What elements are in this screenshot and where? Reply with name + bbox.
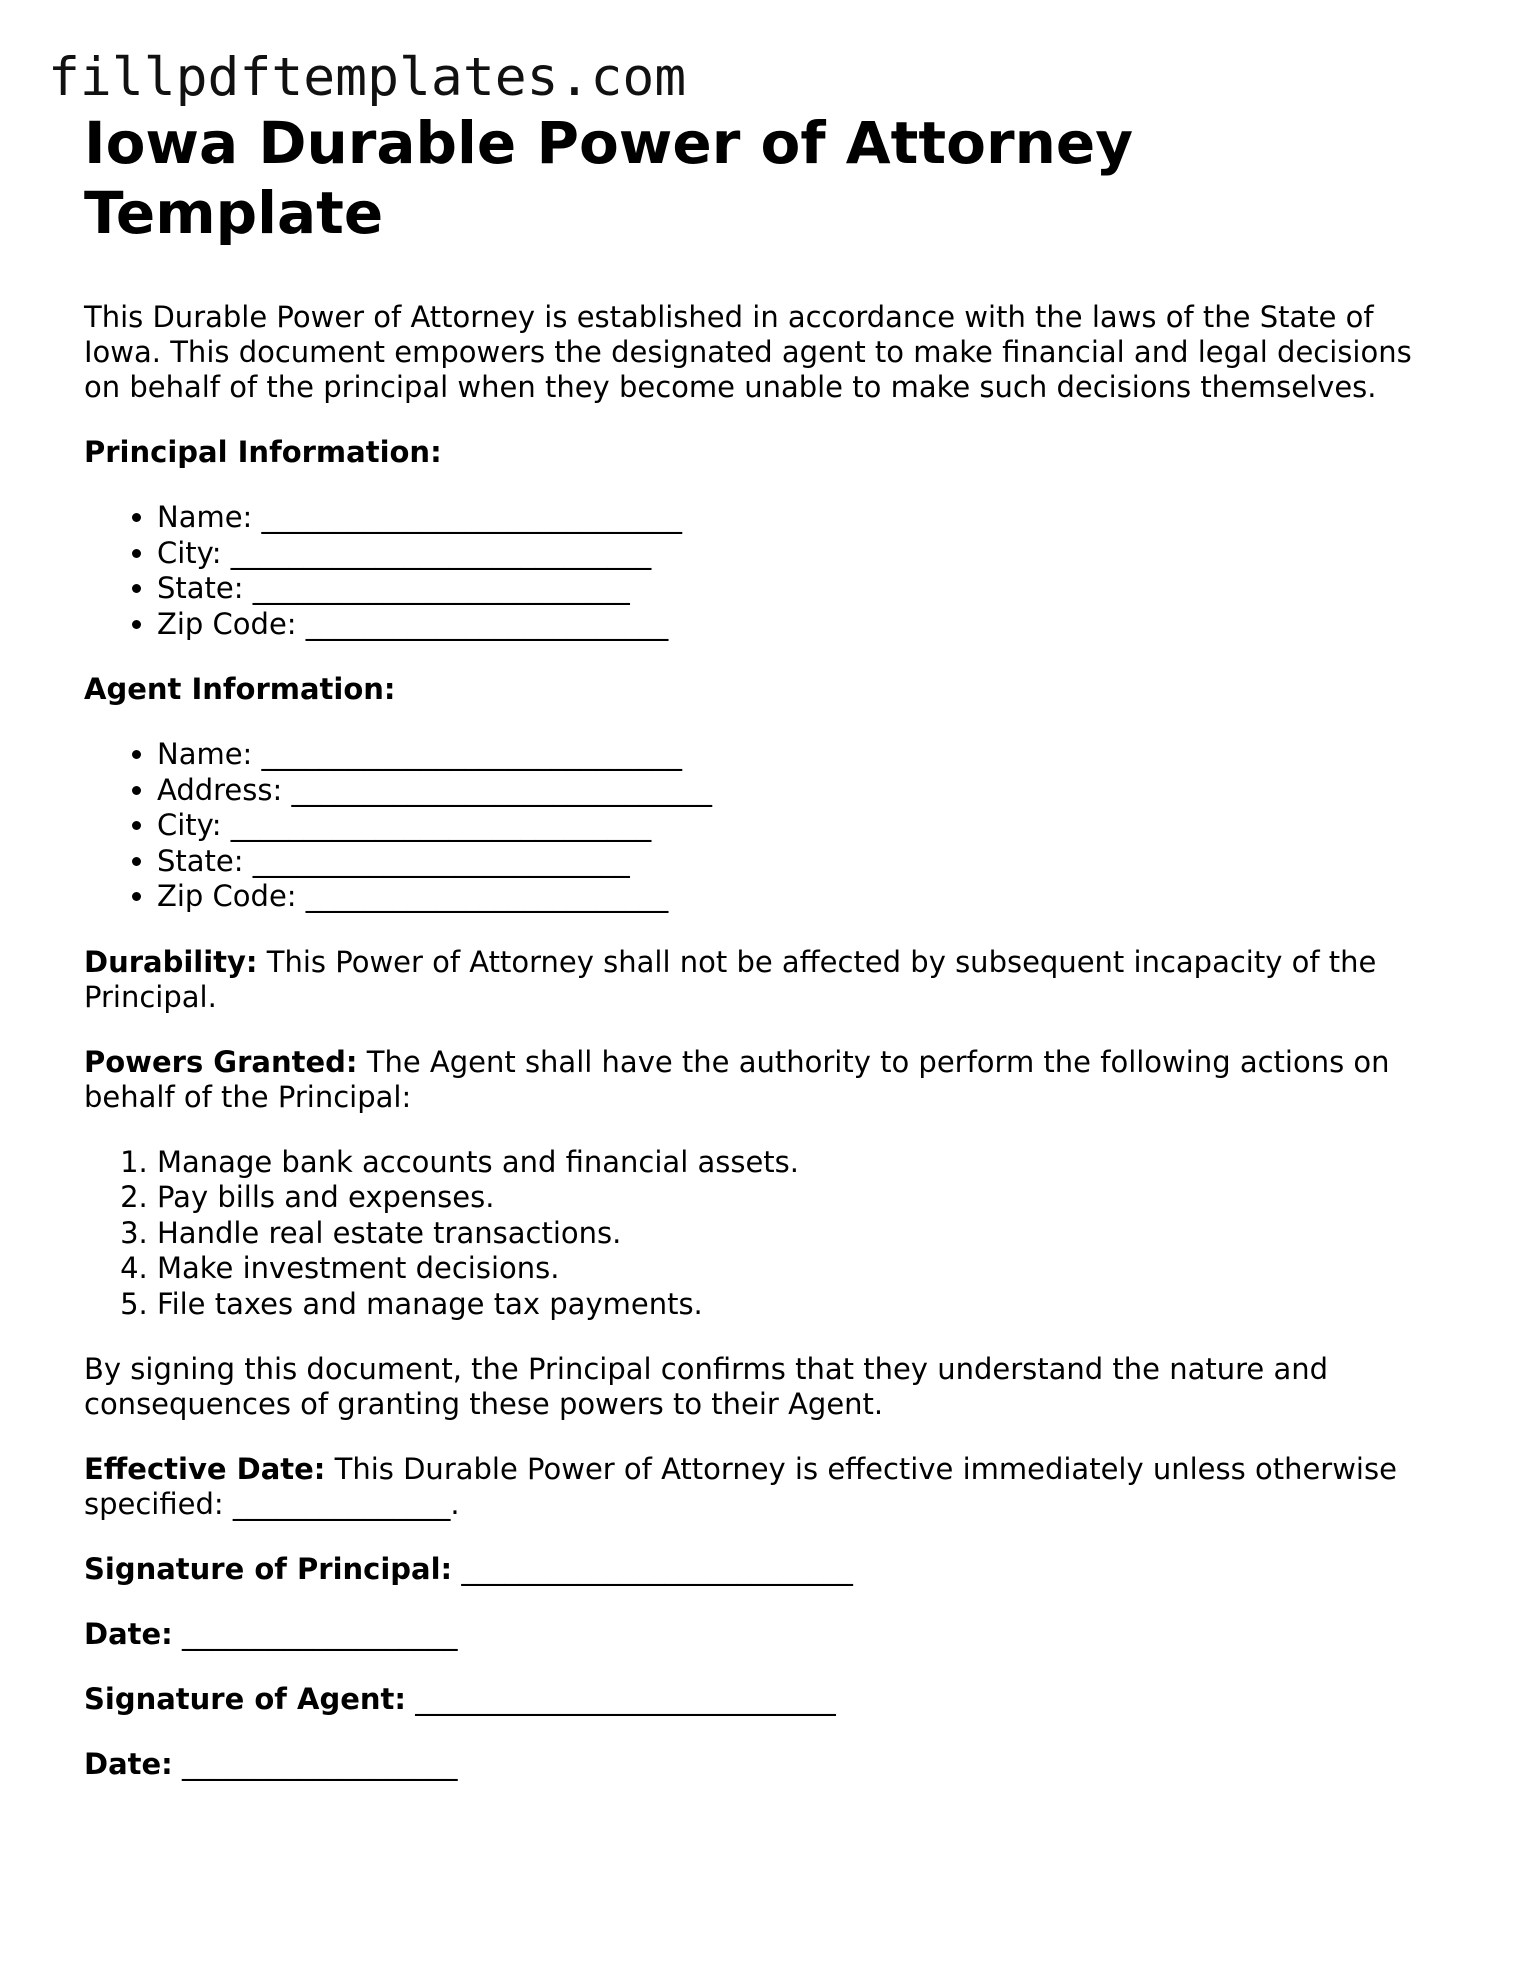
- agent-date-line: [84, 1747, 1444, 1782]
- powers-paragraph: [84, 1045, 1444, 1115]
- power-item: 1. Manage bank accounts and financial assets.: [157, 1145, 1444, 1181]
- principal-heading: Principal Information:: [84, 435, 442, 469]
- effective-date-paragraph: [84, 1452, 1444, 1522]
- document-title: Iowa Durable Power of Attorney Template: [84, 109, 1134, 247]
- effective-date-label: Effective Date:: [84, 1452, 326, 1486]
- confirmation-paragraph: By signing this document, the Principal confirms that they understand the nature and consequences of granting these powers to their Agent.: [84, 1352, 1328, 1421]
- agent-address-field: • Address: _____________________________: [157, 773, 1444, 809]
- agent-signature-label: Signature of Agent:: [84, 1682, 406, 1716]
- agent-signature-blank: _____________________________: [406, 1682, 836, 1716]
- power-item: 4. Make investment decisions.: [157, 1251, 1444, 1287]
- powers-list: [84, 1145, 1444, 1323]
- principal-name-field: • Name: _____________________________: [157, 500, 1444, 536]
- principal-fields-list: [84, 500, 1444, 642]
- principal-signature-blank: ___________________________: [452, 1552, 853, 1586]
- agent-date-blank: ___________________: [172, 1747, 458, 1781]
- intro-paragraph: This Durable Power of Attorney is established in accordance with the laws of the State of Iowa. This document empowers the designated agent to make financial and legal decisions on behalf of the principal when they become unable to make such decisions themselves.: [84, 300, 1412, 404]
- powers-label: Powers Granted:: [84, 1044, 358, 1079]
- power-item: 5. File taxes and manage tax payments.: [157, 1287, 1444, 1323]
- principal-date-line: [84, 1617, 1444, 1652]
- durability-paragraph: [84, 945, 1444, 1015]
- agent-state-field: • State: __________________________: [157, 844, 1444, 880]
- principal-date-label: Date:: [84, 1617, 173, 1651]
- principal-zip-field: • Zip Code: _________________________: [157, 607, 1444, 643]
- agent-heading: Agent Information:: [84, 672, 396, 706]
- durability-text: This Power of Attorney shall not be affected by subsequent incapacity of the Principal.: [84, 944, 1377, 1014]
- principal-city-field: • City: _____________________________: [157, 536, 1444, 572]
- principal-signature-line: [84, 1552, 1444, 1587]
- powers-text: The Agent shall have the authority to perform the following actions on behalf of the Principal:: [84, 1044, 1390, 1114]
- agent-zip-field: • Zip Code: _________________________: [157, 879, 1444, 915]
- principal-state-field: • State: __________________________: [157, 571, 1444, 607]
- effective-date-text: This Durable Power of Attorney is effective immediately unless otherwise specified: _______________.: [84, 1452, 1397, 1521]
- principal-date-blank: ___________________: [172, 1617, 458, 1651]
- durability-label: Durability:: [84, 944, 258, 979]
- agent-signature-line: [84, 1682, 1444, 1717]
- power-item: 3. Handle real estate transactions.: [157, 1216, 1444, 1252]
- document-body: [84, 108, 1444, 1782]
- power-item: 2. Pay bills and expenses.: [157, 1180, 1444, 1216]
- site-watermark: fillpdftemplates.com: [48, 47, 687, 108]
- principal-signature-label: Signature of Principal:: [84, 1552, 453, 1586]
- agent-city-field: • City: _____________________________: [157, 808, 1444, 844]
- agent-name-field: • Name: _____________________________: [157, 737, 1444, 773]
- agent-fields-list: [84, 737, 1444, 915]
- agent-date-label: Date:: [84, 1747, 173, 1781]
